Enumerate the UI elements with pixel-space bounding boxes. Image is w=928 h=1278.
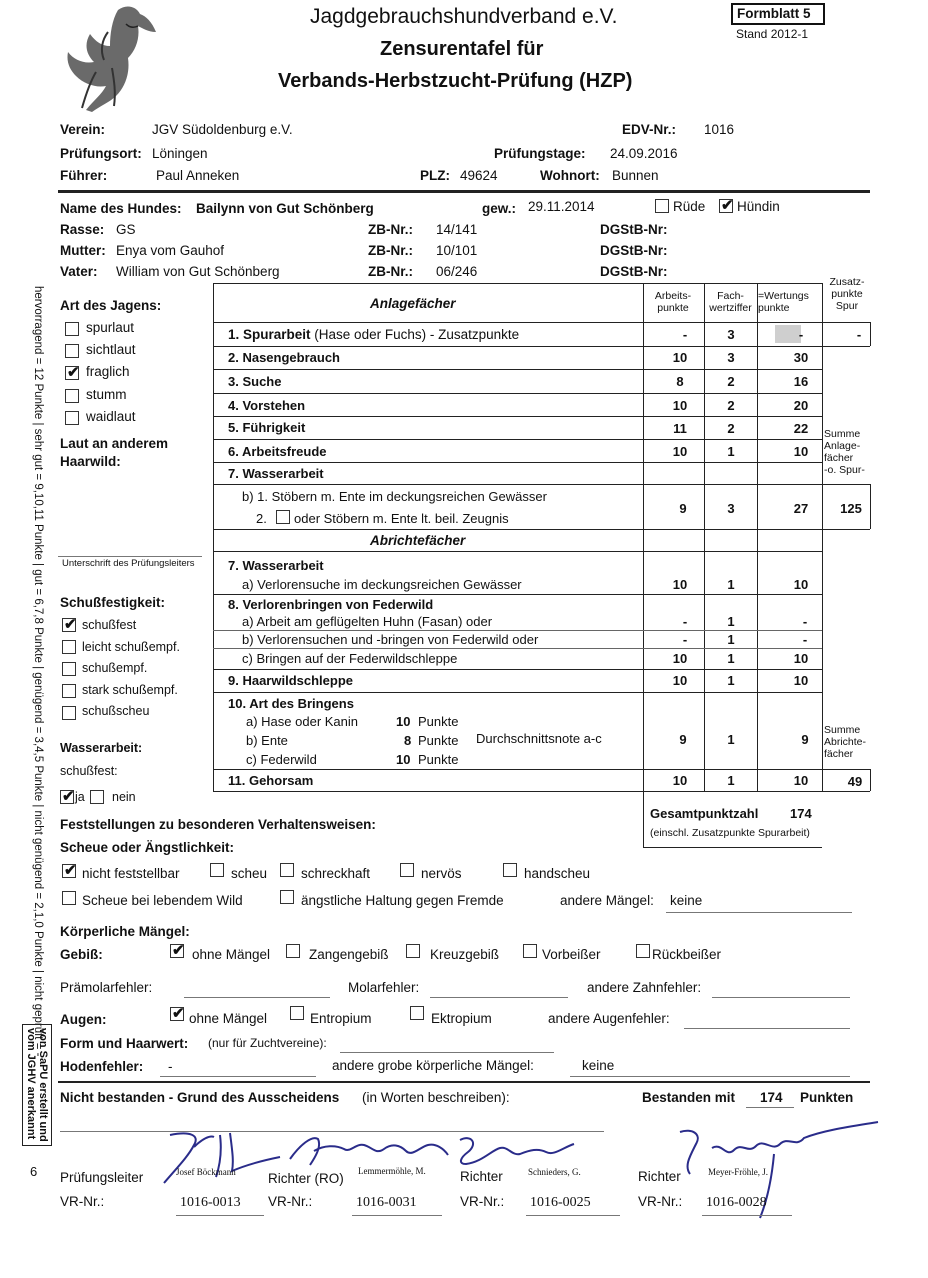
- row-4-fach: 2: [727, 398, 735, 413]
- zb-vater: 06/246: [436, 264, 478, 279]
- row-1-label: 1. Spurarbeit (Hase oder Fuchs) - Zusatzpunkte: [228, 327, 520, 342]
- wohnort-value: Bunnen: [612, 168, 659, 183]
- plz-label: PLZ:: [420, 168, 450, 183]
- schuss-checkbox-1[interactable]: [62, 618, 76, 632]
- stoebern-arbeit: 9: [679, 501, 687, 516]
- zb-label-dog: ZB-Nr.:: [368, 222, 413, 237]
- richter-2-label: Richter: [460, 1169, 503, 1184]
- vr-label-1: VR-Nr.:: [60, 1194, 105, 1209]
- gebiss-checkbox-3[interactable]: [406, 944, 420, 958]
- summe-abrichte-value: 49: [847, 774, 863, 789]
- gebiss-checkbox-1[interactable]: [170, 944, 184, 958]
- abrichte-title: Abrichtefächer: [370, 533, 466, 548]
- abr-7-label: 7. Wasserarbeit: [228, 558, 324, 573]
- check-icon: ✔: [172, 942, 185, 959]
- dog-name: Bailynn von Gut Schönberg: [196, 201, 374, 216]
- gew-value: 29.11.2014: [528, 199, 595, 214]
- formblatt-box: Formblatt 5: [731, 3, 825, 25]
- zb-dog: 14/141: [436, 222, 478, 237]
- jagen-option-1: spurlaut: [86, 320, 135, 335]
- scheue-option-1: nicht feststellbar: [82, 866, 180, 881]
- row-2-label: 2. Nasengebrauch: [228, 350, 340, 365]
- schuss-option-2: leicht schußempf.: [82, 640, 180, 654]
- check-icon: ✔: [64, 862, 77, 879]
- row-3-label: 3. Suche: [228, 374, 282, 389]
- ruede-checkbox[interactable]: [655, 199, 669, 213]
- scheue-checkbox-4[interactable]: [400, 863, 414, 877]
- scheue-checkbox-5[interactable]: [503, 863, 517, 877]
- summe-anlage-value: 125: [840, 501, 862, 516]
- scheue-option-5: handscheu: [524, 866, 591, 881]
- scheue-option-3: schreckhaft: [301, 866, 371, 881]
- abr-8c-label: c) Bringen auf der Federwildschleppe: [242, 651, 458, 666]
- abr-8c-fach: 1: [727, 651, 735, 666]
- wohnort-label: Wohnort:: [540, 168, 600, 183]
- richter-2-name: Schnieders, G.: [528, 1167, 581, 1177]
- gesamt-value: 174: [790, 806, 812, 821]
- gebiss-checkbox-4[interactable]: [523, 944, 537, 958]
- wasser-sub: schußfest:: [60, 764, 118, 778]
- vr-value-1: 1016-0013: [180, 1195, 241, 1210]
- huendin-label: Hündin: [737, 199, 780, 214]
- abr-9-label: 9. Haarwildschleppe: [228, 673, 353, 688]
- stand-label: Stand 2012-1: [736, 27, 809, 41]
- schuss-option-1: schußfest: [82, 618, 137, 632]
- edv-value: 1016: [704, 122, 735, 137]
- vater-value: William von Gut Schönberg: [116, 264, 280, 279]
- abr-8a-label: a) Arbeit am geflügelten Huhn (Fasan) oder: [242, 614, 493, 629]
- abr-7a-arbeit: 10: [672, 577, 688, 592]
- row-6-fach: 1: [727, 444, 735, 459]
- scheue-option-2: scheu: [231, 866, 268, 881]
- margin-box-line2: vom JGHV anerkannt: [25, 1028, 37, 1140]
- row-3-arbeit: 8: [676, 374, 684, 389]
- scheue-title: Scheue oder Ängstlichkeit:: [60, 840, 235, 855]
- abr-10b-punkte: Punkte: [418, 733, 459, 748]
- schuss-checkbox-5[interactable]: [62, 706, 76, 720]
- richter-3-name: Meyer-Fröhle, J.: [708, 1167, 769, 1177]
- vr-value-4: 1016-0028: [706, 1195, 767, 1210]
- row-6-wert: 10: [793, 444, 809, 459]
- andere-maengel-value: keine: [670, 893, 703, 908]
- hoden-label: Hodenfehler:: [60, 1059, 144, 1074]
- schuss-title: Schußfestigkeit:: [60, 595, 166, 610]
- org-name: Jagdgebrauchshundverband e.V.: [310, 5, 618, 28]
- ort-value: Löningen: [152, 146, 208, 161]
- dog-logo: [56, 2, 166, 120]
- nicht-bestanden-note: (in Worten beschreiben):: [362, 1090, 510, 1105]
- abr-8c-wert: 10: [793, 651, 809, 666]
- wasser-nein-checkbox[interactable]: [90, 790, 104, 804]
- nicht-bestanden-label: Nicht bestanden - Grund des Ausscheidens: [60, 1090, 340, 1105]
- row-1-wert: -: [798, 327, 804, 342]
- grobe-label: andere grobe körperliche Mängel:: [332, 1058, 534, 1073]
- check-icon: ✔: [721, 197, 734, 214]
- schuss-checkbox-3[interactable]: [62, 662, 76, 676]
- abr-10c-punkte: Punkte: [418, 752, 459, 767]
- check-icon: ✔: [172, 1005, 185, 1022]
- zb-label-vater: ZB-Nr.:: [368, 264, 413, 279]
- molar-label: Molarfehler:: [348, 980, 420, 995]
- col-fach: Fach- wertziffer: [709, 290, 752, 314]
- jagen-option-4: stumm: [86, 387, 127, 402]
- tage-value: 24.09.2016: [610, 146, 678, 161]
- schuss-checkbox-2[interactable]: [62, 640, 76, 654]
- unterschrift-label: Unterschrift des Prüfungsleiters: [62, 558, 195, 569]
- summe-abrichte-label: Summe Abrichte- fächer: [824, 724, 867, 760]
- tage-label: Prüfungstage:: [494, 146, 586, 161]
- divider-top: [58, 190, 870, 193]
- verhalten-title: Feststellungen zu besonderen Verhaltensweisen:: [60, 817, 376, 832]
- row-3-fach: 2: [727, 374, 735, 389]
- jagen-checkbox-2[interactable]: [65, 344, 79, 358]
- augen-option-1: ohne Mängel: [189, 1011, 268, 1026]
- wasser-title: Wasserarbeit:: [60, 741, 143, 755]
- richter-ro-label: Richter (RO): [268, 1171, 344, 1186]
- scheue-option-7: ängstliche Haltung gegen Fremde: [301, 893, 504, 908]
- row-7-label: 7. Wasserarbeit: [228, 466, 324, 481]
- scheue-option-4: nervös: [421, 866, 462, 881]
- jagen-title: Art des Jagens:: [60, 298, 162, 313]
- abr-9-wert: 10: [793, 673, 809, 688]
- row-1-fach: 3: [727, 327, 735, 342]
- haar-note: (nur für Zuchtvereine):: [208, 1036, 327, 1050]
- gebiss-option-1: ohne Mängel: [192, 947, 271, 962]
- vater-label: Vater:: [60, 264, 98, 279]
- abr-7a-wert: 10: [793, 577, 809, 592]
- row-5-fach: 2: [727, 421, 735, 436]
- richter-3-label: Richter: [638, 1169, 681, 1184]
- abr-11-arbeit: 10: [672, 773, 688, 788]
- abr-9-fach: 1: [727, 673, 735, 688]
- col-arbeit: Arbeits- punkte: [654, 290, 692, 314]
- wasser-nein-label: nein: [112, 790, 136, 804]
- scheue-checkbox-1[interactable]: [62, 864, 76, 878]
- gebiss-label: Gebiß:: [60, 947, 103, 962]
- row-5-wert: 22: [793, 421, 809, 436]
- gebiss-option-2: Zangengebiß: [309, 947, 389, 962]
- plz-value: 49624: [460, 168, 498, 183]
- jagen-option-5: waidlaut: [86, 409, 136, 424]
- abr-11-wert: 10: [793, 773, 809, 788]
- augen-option-2: Entropium: [310, 1011, 372, 1026]
- abr-10b-value: 8: [404, 733, 412, 748]
- check-icon: ✔: [62, 788, 75, 805]
- vr-label-3: VR-Nr.:: [460, 1194, 505, 1209]
- gebiss-checkbox-2[interactable]: [286, 944, 300, 958]
- row-5-arbeit: 11: [673, 421, 687, 436]
- ort-label: Prüfungsort:: [60, 146, 142, 161]
- abr-8-label: 8. Verlorenbringen von Federwild: [228, 597, 434, 612]
- gebiss-option-5: Rückbeißer: [652, 947, 722, 962]
- verein-label: Verein:: [60, 122, 106, 137]
- row-3-wert: 16: [793, 374, 809, 389]
- hoden-value: -: [168, 1059, 173, 1074]
- schuss-option-5: schußscheu: [82, 704, 150, 718]
- abr-10a-label: a) Hase oder Kanin: [246, 714, 359, 729]
- praemolar-label: Prämolarfehler:: [60, 980, 153, 995]
- jagen-checkbox-5[interactable]: [65, 411, 79, 425]
- jagen-checkbox-1[interactable]: [65, 322, 79, 336]
- fuehrer-value: Paul Anneken: [156, 168, 240, 183]
- abr-8a-wert: -: [802, 614, 808, 629]
- gew-label: gew.:: [482, 201, 517, 216]
- row-6-label: 6. Arbeitsfreude: [228, 444, 327, 459]
- rasse-label: Rasse:: [60, 222, 105, 237]
- grobe-value: keine: [582, 1058, 615, 1073]
- abr-8b-label: b) Verlorensuchen und -bringen von Federwild oder: [242, 632, 539, 647]
- jagen-checkbox-4[interactable]: [65, 389, 79, 403]
- row-2-arbeit: 10: [672, 350, 688, 365]
- form-title-1: Zensurentafel für: [380, 38, 544, 60]
- zahn-label: andere Zahnfehler:: [587, 980, 702, 995]
- augen-andere-label: andere Augenfehler:: [548, 1011, 670, 1026]
- row-4-label: 4. Vorstehen: [228, 398, 306, 413]
- row-5-label: 5. Führigkeit: [228, 420, 306, 435]
- dgstb-label-3: DGStB-Nr:: [600, 264, 668, 279]
- bestanden-value: 174: [760, 1090, 783, 1105]
- abr-10-arbeit: 9: [679, 732, 687, 747]
- laut-title-1: Laut an anderem: [60, 436, 169, 451]
- abr-10b-label: b) Ente: [246, 733, 288, 748]
- scheue-checkbox-3[interactable]: [280, 863, 294, 877]
- scheue-checkbox-7[interactable]: [280, 890, 294, 904]
- abr-7a-fach: 1: [727, 577, 735, 592]
- vr-label-4: VR-Nr.:: [638, 1194, 683, 1209]
- stoebern-wert: 27: [793, 501, 809, 516]
- abr-10a-punkte: Punkte: [418, 714, 459, 729]
- edv-label: EDV-Nr.:: [622, 122, 677, 137]
- huendin-checkbox[interactable]: [719, 199, 733, 213]
- schuss-checkbox-4[interactable]: [62, 684, 76, 698]
- jagen-checkbox-3[interactable]: [65, 366, 79, 380]
- jagen-option-3: fraglich: [86, 364, 130, 379]
- haar-label: Form und Haarwert:: [60, 1036, 189, 1051]
- abr-8c-arbeit: 10: [672, 651, 688, 666]
- check-icon: ✔: [64, 616, 77, 633]
- laut-title-2: Haarwild:: [60, 454, 121, 469]
- koerper-title: Körperliche Mängel:: [60, 924, 190, 939]
- stoebern-2-checkbox[interactable]: [276, 510, 290, 524]
- row-1-zusatz: -: [856, 327, 862, 342]
- grading-scale: hervorragend = 12 Punkte | sehr gut = 9,10,11 Punkte | gut = 6,7,8 Punkte | genügend = 3,4,5 Punkte | nicht genügend = 2,1,0 Punkte | nicht geprüft = -: [32, 286, 44, 1057]
- durchschnitt-label: Durchschnittsnote a-c: [476, 731, 602, 746]
- mutter-label: Mutter:: [60, 243, 106, 258]
- vr-value-2: 1016-0031: [356, 1195, 417, 1210]
- col-zusatz: Zusatz- punkte Spur: [829, 276, 865, 312]
- stoebern-2: oder Stöbern m. Ente lt. beil. Zeugnis: [294, 511, 509, 526]
- rasse-value: GS: [116, 222, 136, 237]
- abr-8a-arbeit: -: [682, 614, 688, 629]
- zb-label-mutter: ZB-Nr.:: [368, 243, 413, 258]
- gebiss-option-3: Kreuzgebiß: [430, 947, 500, 962]
- abr-10c-value: 10: [396, 752, 411, 767]
- form-title-2: Verbands-Herbstzucht-Prüfung (HZP): [278, 70, 633, 92]
- verein-value: JGV Südoldenburg e.V.: [152, 122, 293, 137]
- abr-10-fach: 1: [727, 732, 735, 747]
- abr-10-wert: 9: [801, 732, 809, 747]
- scheue-checkbox-2[interactable]: [210, 863, 224, 877]
- bestanden-label: Bestanden mit: [642, 1090, 736, 1105]
- row-2-fach: 3: [727, 350, 735, 365]
- gebiss-checkbox-5[interactable]: [636, 944, 650, 958]
- augen-option-3: Ektropium: [431, 1011, 492, 1026]
- dgstb-label-2: DGStB-Nr:: [600, 243, 668, 258]
- zb-mutter: 10/101: [436, 243, 478, 258]
- abr-8b-wert: -: [802, 632, 808, 647]
- abr-8a-fach: 1: [727, 614, 735, 629]
- row-1-arbeit: -: [682, 327, 688, 342]
- wasser-ja-checkbox[interactable]: [60, 790, 74, 804]
- stoebern-2-num: 2.: [256, 511, 267, 526]
- abr-11-fach: 1: [727, 773, 735, 788]
- ruede-label: Rüde: [673, 199, 706, 214]
- augen-checkbox-2[interactable]: [290, 1006, 304, 1020]
- augen-label: Augen:: [60, 1012, 107, 1027]
- row-6-arbeit: 10: [672, 444, 688, 459]
- leiter-label: Prüfungsleiter: [60, 1170, 144, 1185]
- augen-checkbox-3[interactable]: [410, 1006, 424, 1020]
- summe-anlage-label: Summe Anlage- fächer -o. Spur-: [824, 428, 865, 476]
- abr-8b-fach: 1: [727, 632, 735, 647]
- fuehrer-label: Führer:: [60, 168, 108, 183]
- abr-10a-value: 10: [396, 714, 411, 729]
- mutter-value: Enya vom Gauhof: [116, 243, 225, 258]
- dog-name-label: Name des Hundes:: [60, 201, 182, 216]
- dgstb-label-1: DGStB-Nr:: [600, 222, 668, 237]
- vr-value-3: 1016-0025: [530, 1195, 591, 1210]
- bestanden-punkten: Punkten: [800, 1090, 854, 1105]
- signature-richter-3: [664, 1118, 884, 1222]
- wasser-ja-label: ja: [75, 790, 85, 804]
- richter-ro-name: Lemmermöhle, M.: [358, 1166, 426, 1176]
- margin-box-line1: von SaPU erstellt und: [37, 1028, 49, 1142]
- anlage-title: Anlagefächer: [370, 296, 456, 311]
- signature-richter-2: [452, 1130, 582, 1170]
- row-2-wert: 30: [793, 350, 809, 365]
- stoebern-1: b) 1. Stöbern m. Ente im deckungsreichen Gewässer: [242, 489, 547, 504]
- scheue-checkbox-6[interactable]: [62, 891, 76, 905]
- gesamt-sub: (einschl. Zusatzpunkte Spurarbeit): [650, 827, 810, 839]
- jagen-option-2: sichtlaut: [86, 342, 136, 357]
- stoebern-fach: 3: [727, 501, 735, 516]
- gesamt-label: Gesamtpunktzahl: [650, 806, 759, 821]
- abr-7a-label: a) Verlorensuche im deckungsreichen Gewässer: [242, 577, 522, 592]
- row-4-wert: 20: [793, 398, 809, 413]
- leiter-name: Josef Böckmann: [176, 1167, 236, 1177]
- col-wert: =Wertungs punkte: [758, 290, 809, 314]
- scheue-option-6: Scheue bei lebendem Wild: [82, 893, 243, 908]
- check-icon: ✔: [67, 364, 80, 381]
- abr-8b-arbeit: -: [682, 632, 688, 647]
- row-4-arbeit: 10: [672, 398, 688, 413]
- vr-label-2: VR-Nr.:: [268, 1194, 313, 1209]
- signature-line-leiter: [58, 556, 202, 557]
- augen-checkbox-1[interactable]: [170, 1007, 184, 1021]
- schuss-option-3: schußempf.: [82, 661, 148, 675]
- schuss-option-4: stark schußempf.: [82, 683, 178, 697]
- andere-maengel-label: andere Mängel:: [560, 893, 654, 908]
- abr-9-arbeit: 10: [672, 673, 688, 688]
- gebiss-option-4: Vorbeißer: [542, 947, 601, 962]
- abr-10-label: 10. Art des Bringens: [228, 696, 354, 711]
- abr-10c-label: c) Federwild: [246, 752, 317, 767]
- abr-11-label: 11. Gehorsam: [228, 773, 314, 788]
- page-number: 6: [30, 1164, 38, 1179]
